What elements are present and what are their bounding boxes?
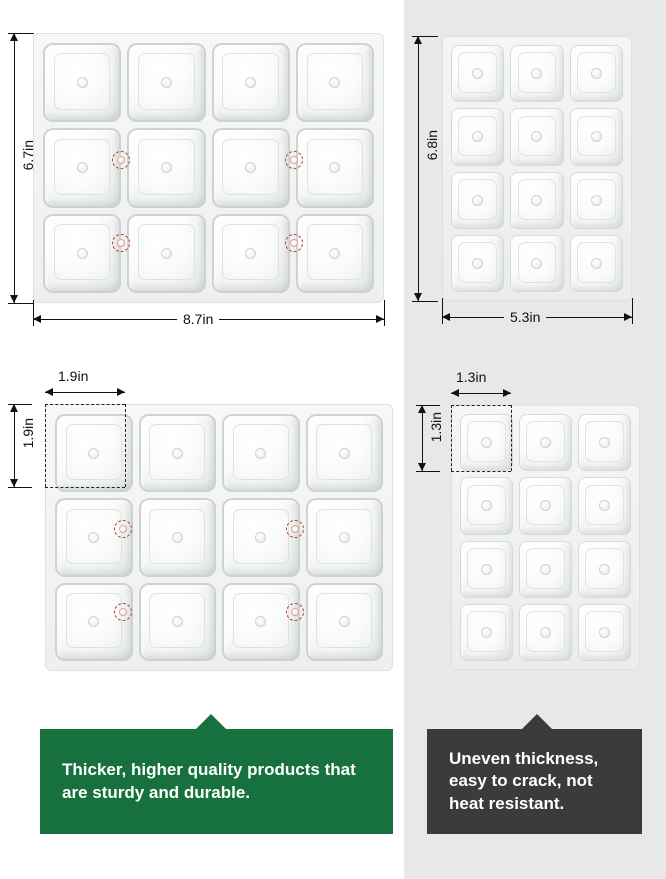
junction-marker — [112, 151, 130, 169]
cell-inner — [518, 179, 556, 220]
tray-cell — [43, 43, 121, 122]
cell-inner — [222, 139, 278, 195]
cell-measure-guide — [451, 405, 452, 471]
cell-inner — [149, 424, 205, 480]
junction-marker — [286, 520, 304, 538]
cell-inner — [66, 424, 122, 480]
tray-cell — [578, 477, 631, 534]
dim-arrow-down — [10, 479, 18, 487]
cell-inner — [577, 242, 615, 283]
cell-inner — [66, 509, 122, 565]
cell-inner — [518, 52, 556, 93]
cell-inner — [526, 485, 564, 526]
junction-marker — [114, 520, 132, 538]
cell-inner — [518, 242, 556, 283]
dim-arrow-down — [414, 293, 422, 301]
tray-cell — [510, 45, 563, 102]
cell-inner — [585, 421, 623, 462]
dim-arrow-right — [376, 315, 384, 323]
tray-cell — [510, 172, 563, 229]
dim-tick — [416, 471, 440, 472]
cell-inner — [307, 139, 363, 195]
tray-cell — [460, 604, 513, 661]
tray-cell — [510, 235, 563, 292]
tray-cell — [570, 172, 623, 229]
tray-cell — [519, 541, 572, 598]
tray-cell — [460, 477, 513, 534]
tray-cell — [212, 214, 290, 293]
tray-bottom-left — [45, 404, 393, 671]
cell-inner — [54, 53, 110, 109]
tray-cell — [306, 414, 384, 492]
cell-inner — [307, 224, 363, 280]
tray-cell — [139, 583, 217, 661]
tray-cell — [460, 541, 513, 598]
banner-bad-product — [427, 729, 642, 834]
banner-pointer-bad — [522, 714, 552, 729]
cell-inner — [526, 548, 564, 589]
cell-measure-guide — [45, 404, 46, 487]
tray-cell — [519, 477, 572, 534]
cell-measure-guide — [125, 404, 126, 487]
tray-cell — [43, 128, 121, 207]
tray-cell — [222, 414, 300, 492]
cell-measure-guide — [511, 405, 512, 471]
tray-cell — [578, 541, 631, 598]
tray-cell-grid — [46, 405, 392, 670]
dim-arrow-up — [414, 36, 422, 44]
dim-tick — [8, 303, 34, 304]
cell-inner — [222, 224, 278, 280]
junction-marker — [114, 603, 132, 621]
dim-arrow-left — [442, 313, 450, 321]
cell-inner — [585, 485, 623, 526]
tray-cell — [510, 108, 563, 165]
junction-marker — [112, 234, 130, 252]
tray-cell — [296, 214, 374, 293]
dim-arrow-up — [10, 33, 18, 41]
cell-inner — [233, 593, 289, 649]
tray-cell-grid — [443, 37, 631, 300]
cell-inner — [54, 139, 110, 195]
tray-cell — [222, 498, 300, 576]
cell-inner — [585, 611, 623, 652]
dim-arrow-right — [503, 389, 511, 397]
junction-marker — [286, 603, 304, 621]
cell-inner — [307, 53, 363, 109]
cell-inner — [233, 424, 289, 480]
banner-pointer-good — [196, 714, 226, 729]
dim-tick — [384, 300, 385, 326]
tray-cell — [127, 128, 205, 207]
dim-arrow-left — [45, 388, 53, 396]
tray-cell — [212, 43, 290, 122]
tray-cell — [306, 498, 384, 576]
dim-label-width-left-top: 8.7in — [177, 311, 219, 327]
dim-arrow-right — [117, 388, 125, 396]
dim-line-vertical — [14, 33, 15, 303]
dim-tick — [8, 487, 32, 488]
cell-inner — [316, 424, 372, 480]
dim-arrow-down — [418, 463, 426, 471]
tray-cell — [296, 128, 374, 207]
banner-bad-text: Uneven thickness, easy to crack, not heat resistant. — [449, 748, 599, 813]
cell-inner — [577, 116, 615, 157]
tray-top-left — [33, 33, 384, 303]
dim-arrow-right — [624, 313, 632, 321]
dim-label-height-left-top: 6.7in — [20, 140, 36, 171]
tray-cell — [519, 604, 572, 661]
dim-label-width-right-top: 5.3in — [504, 309, 546, 325]
cell-inner — [585, 548, 623, 589]
cell-inner — [458, 116, 496, 157]
tray-cell — [570, 108, 623, 165]
tray-cell — [306, 583, 384, 661]
cell-inner — [138, 139, 194, 195]
junction-marker — [285, 151, 303, 169]
tray-cell — [296, 43, 374, 122]
dim-arrow-left — [33, 315, 41, 323]
dim-arrow-up — [418, 405, 426, 413]
dim-arrow-down — [10, 295, 18, 303]
banner-good-product — [40, 729, 393, 834]
cell-inner — [149, 593, 205, 649]
tray-cell — [127, 214, 205, 293]
dim-tick — [632, 298, 633, 324]
cell-inner — [138, 224, 194, 280]
dim-line-vertical — [418, 36, 419, 301]
cell-inner — [467, 611, 505, 652]
cell-inner — [316, 593, 372, 649]
tray-cell-grid — [452, 406, 639, 669]
tray-cell — [212, 128, 290, 207]
dim-label-cell-height-left: 1.9in — [20, 418, 36, 449]
cell-inner — [233, 509, 289, 565]
banner-good-text: Thicker, higher quality products that are sturdy and durable. — [62, 760, 356, 802]
dim-tick — [412, 301, 438, 302]
cell-measure-guide — [451, 405, 511, 406]
cell-inner — [458, 179, 496, 220]
dim-arrow-left — [451, 389, 459, 397]
cell-measure-guide — [45, 487, 125, 488]
dim-line-vertical — [422, 405, 423, 471]
tray-cell — [43, 214, 121, 293]
tray-cell — [519, 414, 572, 471]
tray-cell — [570, 45, 623, 102]
cell-inner — [526, 611, 564, 652]
tray-cell — [578, 604, 631, 661]
tray-cell — [578, 414, 631, 471]
tray-cell — [460, 414, 513, 471]
cell-inner — [316, 509, 372, 565]
cell-inner — [149, 509, 205, 565]
dim-label-height-right-top: 6.8in — [424, 130, 440, 161]
cell-measure-guide — [451, 471, 511, 472]
tray-cell — [139, 414, 217, 492]
dim-line-vertical — [14, 404, 15, 487]
dim-label-cell-height-right: 1.3in — [428, 412, 444, 443]
dim-label-cell-width-right: 1.3in — [456, 369, 487, 385]
cell-measure-guide — [45, 404, 125, 405]
tray-cell — [55, 414, 133, 492]
tray-cell — [451, 235, 504, 292]
tray-cell — [139, 498, 217, 576]
tray-cell — [222, 583, 300, 661]
cell-inner — [222, 53, 278, 109]
dim-arrow-up — [10, 404, 18, 412]
tray-bottom-right — [451, 405, 640, 670]
tray-cell — [55, 583, 133, 661]
tray-cell — [451, 45, 504, 102]
cell-inner — [518, 116, 556, 157]
cell-inner — [467, 421, 505, 462]
cell-inner — [467, 548, 505, 589]
cell-inner — [458, 242, 496, 283]
tray-cell — [127, 43, 205, 122]
dim-label-cell-width-left: 1.9in — [58, 368, 89, 384]
dim-line-horizontal — [451, 393, 511, 394]
cell-inner — [54, 224, 110, 280]
cell-inner — [138, 53, 194, 109]
cell-inner — [577, 52, 615, 93]
right-panel-bad-product — [404, 0, 666, 879]
cell-inner — [467, 485, 505, 526]
tray-cell — [451, 172, 504, 229]
cell-inner — [577, 179, 615, 220]
cell-inner — [458, 52, 496, 93]
tray-cell — [570, 235, 623, 292]
dim-line-horizontal — [45, 392, 125, 393]
tray-cell-grid — [34, 34, 383, 302]
cell-inner — [526, 421, 564, 462]
junction-marker — [285, 234, 303, 252]
tray-top-right — [442, 36, 632, 301]
cell-inner — [66, 593, 122, 649]
tray-cell — [451, 108, 504, 165]
